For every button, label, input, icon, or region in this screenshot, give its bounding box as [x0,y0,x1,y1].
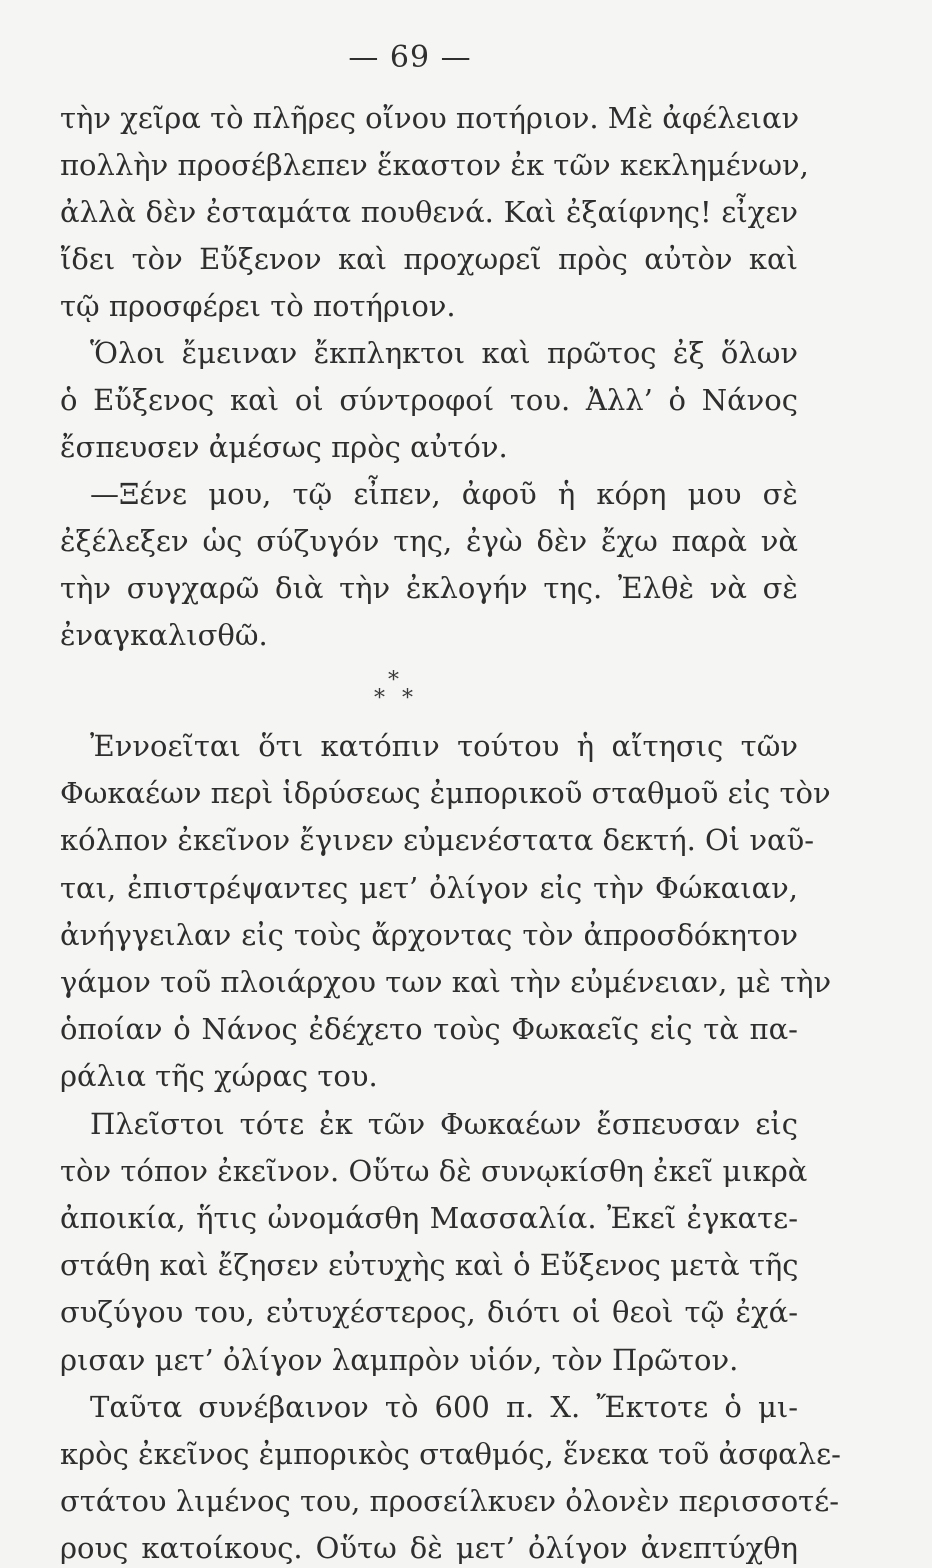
text-line: στάθη καὶ ἔζησεν εὐτυχὴς καὶ ὁ Εὔξενος μετὰ τῆς [60,1248,799,1282]
text-line: Ταῦτα συνέβαινον τὸ 600 π. Χ. Ἔκτοτε ὁ μι- [90,1390,798,1424]
page-number: — 69 — [348,40,472,75]
text-line: γάμον τοῦ πλοιάρχου των καὶ τὴν εὐμένειαν, μὲ τὴν [60,965,832,999]
text-line: Ὅλοι ἔμειναν ἔκπληκτοι καὶ πρῶτος ἐξ ὅλων [90,336,798,370]
text-line: ἔσπευσεν ἀμέσως πρὸς αὐτόν. [60,430,508,464]
text-line: τὴν χεῖρα τὸ πλῆρες οἴνου ποτήριον. Μὲ ἀφέλειαν [60,101,800,135]
section-asterism [360,668,420,718]
text-line: τὴν συγχαρῶ διὰ τὴν ἐκλογήν της. Ἐλθὲ νὰ σὲ [60,571,798,605]
text-line: συζύγου του, εὐτυχέστερος, διότι οἱ θεοὶ τῷ ἐχά- [60,1295,798,1329]
text-line: στάτου λιμένος του, προσείλκυεν ὀλονὲν περισσοτέ- [60,1484,840,1518]
text-line: κρὸς ἐκεῖνος ἐμπορικὸς σταθμός, ἕνεκα τοῦ ἀσφαλε- [60,1437,841,1471]
text-line: κόλπον ἐκεῖνον ἔγινεν εὐμενέστατα δεκτή. Οἱ ναῦ- [60,823,815,857]
text-line: ἐξέλεξεν ὡς σύζυγόν της, ἐγὼ δὲν ἔχω παρὰ νὰ [60,524,798,558]
text-line: ἀλλὰ δὲν ἐσταμάτα πουθενά. Καὶ ἐξαίφνης! εἶχεν [60,195,798,229]
text-line: ἀποικία, ἥτις ὠνομάσθη Μασσαλία. Ἐκεῖ ἐγκατε- [60,1201,798,1235]
text-line: ἀνήγγειλαν εἰς τοὺς ἄρχοντας τὸν ἀπροσδόκητον [60,918,798,952]
text-line: Φωκαέων περὶ ἱδρύσεως ἐμπορικοῦ σταθμοῦ εἰς τὸν [60,776,831,810]
text-line: πολλὴν προσέβλεπεν ἕκαστον ἐκ τῶν κεκλημένων, [60,148,809,182]
text-line: ράλια τῆς χώρας του. [60,1059,378,1093]
text-line: ρισαν μετ’ ὀλίγον λαμπρὸν υἱόν, τὸν Πρῶτον. [60,1343,739,1377]
text-line: ἴδει τὸν Εὔξενον καὶ προχωρεῖ πρὸς αὐτὸν καὶ [60,242,798,276]
text-line: ρους κατοίκους. Οὕτω δὲ μετ’ ὀλίγον ἀνεπτύχθη [60,1531,798,1565]
text-line: ἐναγκαλισθῶ. [60,618,268,652]
asterism-star: * [374,686,385,711]
text-line: —Ξένε μου, τῷ εἶπεν, ἀφοῦ ἡ κόρη μου σὲ [90,477,798,511]
asterism-star: * [388,668,399,693]
text-line: ὁποίαν ὁ Νάνος ἐδέχετο τοὺς Φωκαεῖς εἰς τὰ πα- [60,1012,798,1046]
asterism-star: * [402,686,413,711]
text-line: τὸν τόπον ἐκεῖνον. Οὕτω δὲ συνῳκίσθη ἐκεῖ μικρὰ [60,1154,808,1188]
text-line: Πλεῖστοι τότε ἐκ τῶν Φωκαέων ἔσπευσαν εἰς [90,1107,798,1141]
text-line: Ἐννοεῖται ὅτι κατόπιν τούτου ἡ αἴτησις τῶν [90,729,798,763]
text-line: ὁ Εὔξενος καὶ οἱ σύντροφοί του. Ἀλλ’ ὁ Νάνος [60,383,798,417]
text-line: ται, ἐπιστρέψαντες μετ’ ὀλίγον εἰς τὴν Φώκαιαν, [60,871,798,905]
text-line: τῷ προσφέρει τὸ ποτήριον. [60,289,456,323]
